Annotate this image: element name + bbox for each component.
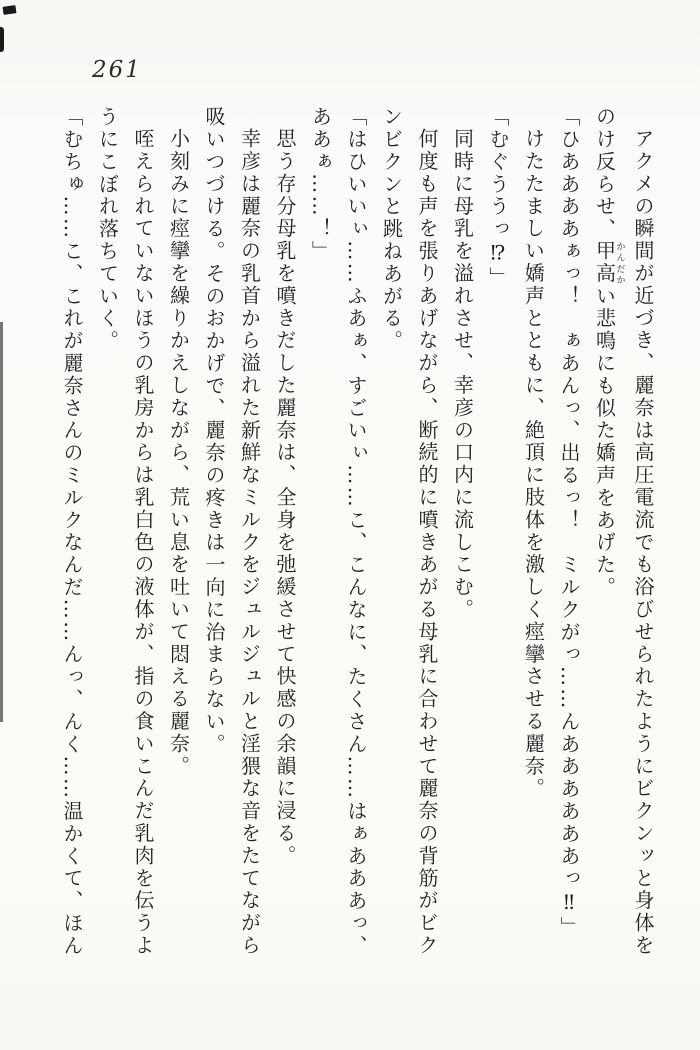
text-line: ンビクンと跳ねあがる。 (379, 106, 404, 353)
ruby-text: かんだか (614, 240, 625, 286)
text-line: 咥えられていないほうの乳房からは乳白色の液体が、指の食いこんだ乳肉を伝うよ (131, 128, 155, 958)
scan-artifact-left-strip (0, 322, 3, 722)
scan-artifact-left-nub (0, 27, 4, 52)
text-line: うにこぼれ落ちていく。 (95, 106, 120, 353)
text-line: 小刻みに痙攣を繰りかえしながら、荒い息を吐いて悶える麗奈。 (166, 128, 191, 778)
text-segment: のけ反らせ、 (592, 106, 617, 241)
vertical-text-block (54, 106, 661, 968)
text-line: 「むちゅ……こ、これが麗奈さんのミルクなんだ……んっ、んく……温かくて、ほん (60, 106, 84, 958)
text-line: 「むぐううっ⁉」 (486, 106, 510, 290)
furigana-ruby (592, 240, 625, 286)
text-line: 幸彦は麗奈の乳首から溢れた新鮮なミルクをジュルジュルと淫猥な音をたてながら (237, 128, 262, 958)
text-line: けたたましい嬌声とともに、絶頂に肢体を激しく痙攣させる麗奈。 (521, 128, 546, 801)
text-line: 同時に母乳を溢れさせ、幸彦の口内に流しこむ。 (450, 128, 475, 622)
text-line: 「ひああああぁっ！ ぁあんっ、出るっ！ ミルクがっ……んああああああっ‼」 (557, 106, 581, 939)
text-line: 思う存分母乳を噴きだした麗奈は、全身を弛緩させて快感の余韻に浸る。 (273, 128, 297, 868)
text-segment: い悲鳴にも似た嬌声をあげた。 (592, 285, 617, 599)
page-number: 261 (92, 57, 142, 83)
text-line: 「はひいいぃ……ふあぁ、すごいぃ……こ、こんなに、たくさん……はぁあああっ、 (344, 106, 368, 958)
scan-artifact-top (3, 5, 17, 15)
text-line: 何度も声を張りあげながら、断続的に噴きあがる母乳に合わせて麗奈の背筋がビク (415, 128, 439, 958)
text-line: アクメの瞬間が近づき、麗奈は高圧電流でも浴びせられたようにビクンッと身体を (631, 128, 655, 958)
text-line: ああぁ……！」 (308, 106, 333, 263)
text-line-with-furigana (586, 106, 625, 968)
ruby-base: 甲高 (592, 240, 617, 286)
text-line: 吸いつづける。そのおかげで、麗奈の疼きは一向に治まらない。 (202, 106, 226, 756)
